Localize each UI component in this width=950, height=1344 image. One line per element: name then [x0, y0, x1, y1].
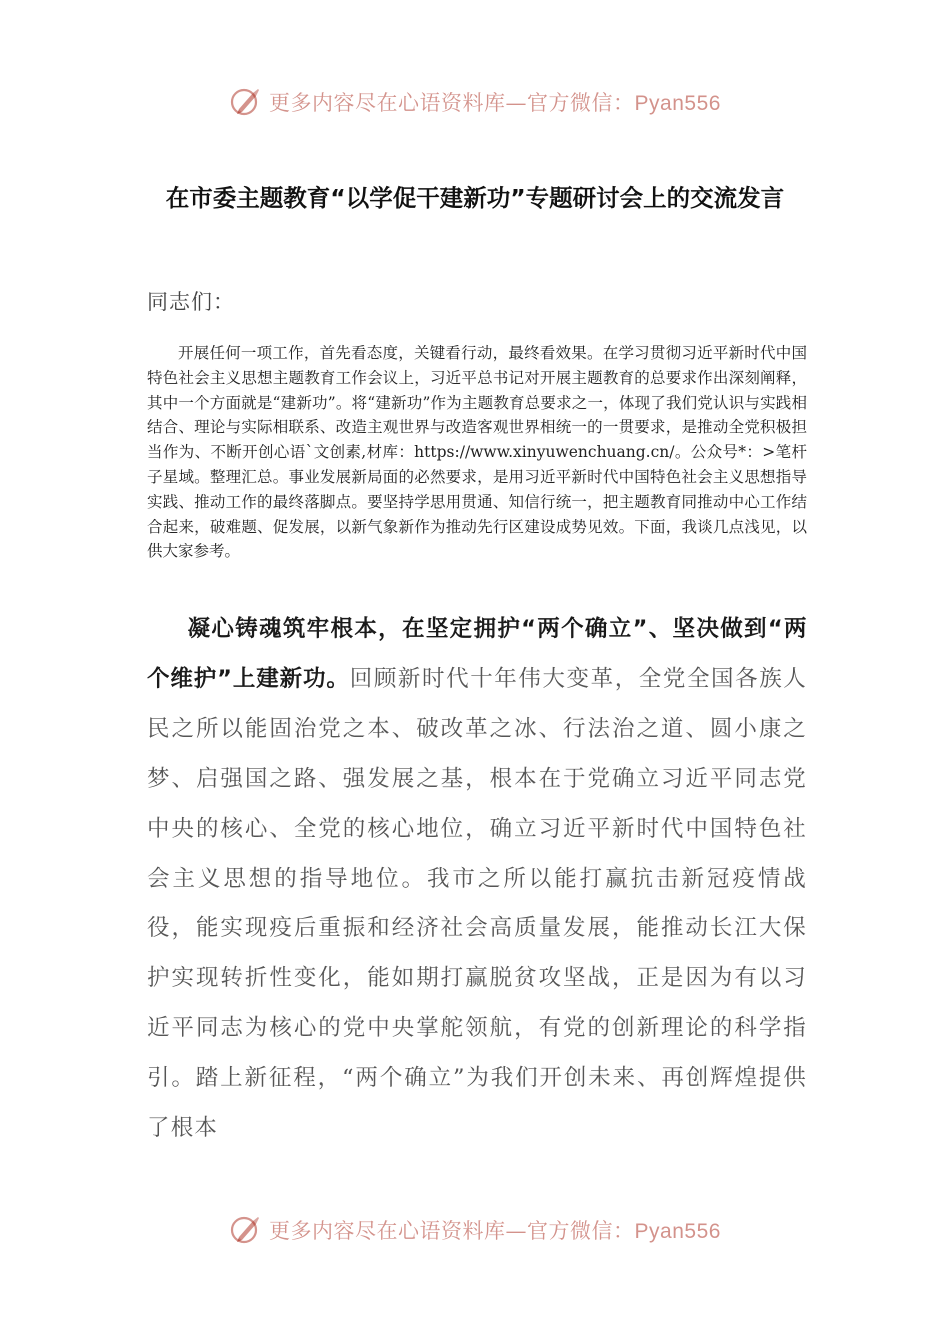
section-1-paragraph [147, 605, 807, 1154]
salutation: 同志们： [147, 290, 235, 314]
header-banner [0, 82, 950, 122]
section-1-lead: 凝心铸魂筑牢根本，在坚定拥护“两个确立”、坚决做到“两个维护”上建新功。 [147, 616, 807, 692]
banner-text: 更多内容尽在心语资料库—官方微信：Pyan556 [269, 1219, 721, 1243]
banner-wechat-id: Pyan556 [634, 1220, 721, 1243]
banner-text: 更多内容尽在心语资料库—官方微信：Pyan556 [269, 91, 721, 115]
section-1-body: 回顾新时代十年伟大变革，全党全国各族人民之所以能固治党之本、破改革之冰、行法治之道、圆小康之梦、启强国之路、强发展之基，根本在于党确立习近平同志党中央的核心、全党的核心地位，确立习近平新时代中国特色社会主义思想的指导地位。我市之所以能打赢抗击新冠疫情战役，能实现疫后重振和经济社会高质量发展，能推动长江大保护实现转折性变化，能如期打赢脱贫攻坚战，正是因为有以习近平同志为核心的党中央掌舵领航，有党的创新理论的科学指引。踏上新征程，“两个确立”为我们开创未来、再创辉煌提供了根本 [147, 665, 807, 1142]
footer-banner [0, 1210, 950, 1250]
pen-nib-logo-icon [229, 85, 263, 119]
pen-nib-logo-icon [229, 1213, 263, 1247]
document-title: 在市委主题教育“以学促干建新功”专题研讨会上的交流发言 [165, 184, 785, 212]
banner-wechat-id: Pyan556 [634, 92, 721, 115]
intro-paragraph: 开展任何一项工作，首先看态度，关键看行动，最终看效果。在学习贯彻习近平新时代中国特色社会主义思想主题教育工作会议上，习近平总书记对开展主题教育的总要求作出深刻阐释，其中一个方面就是“建新功”。将“建新功”作为主题教育总要求之一，体现了我们党认识与实践相结合、理论与实际相联系、改造主观世界与改造客观世界相统一的一贯要求，是推动全党积极担当作为、不断开创心语`文创素,材库：https://www.xinyuwenchuang.cn/。公众号*：>笔杆子星域。整理汇总。事业发展新局面的必然要求，是用习近平新时代中国特色社会主义思想指导实践、推动工作的最终落脚点。要坚持学思用贯通、知信行统一，把主题教育同推动中心工作结合起来，破难题、促发展，以新气象新作为推动先行区建设成势见效。下面，我谈几点浅见，以供大家参考。 [147, 344, 807, 561]
